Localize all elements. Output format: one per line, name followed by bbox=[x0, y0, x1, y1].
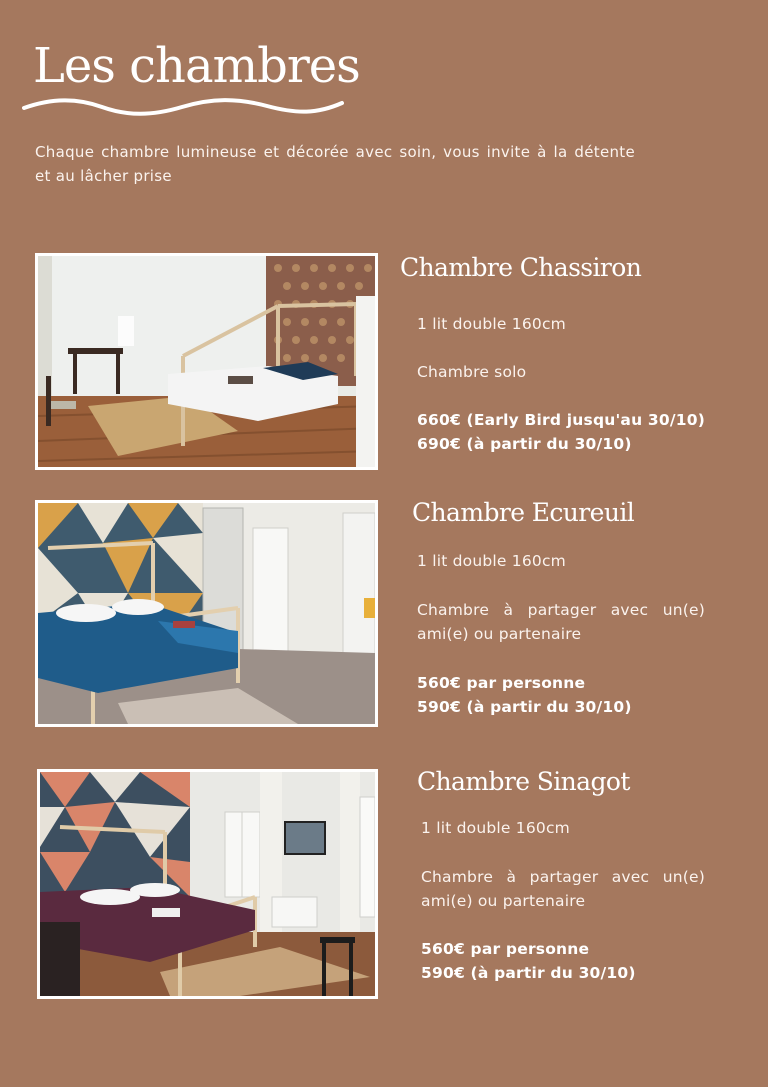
room-bed-ecureuil: 1 lit double 160cm bbox=[417, 552, 566, 570]
room-description-ecureuil: Chambre à partager avec un(e) ami(e) ou partenaire bbox=[417, 601, 705, 643]
intro-text: Chaque chambre lumineuse et décorée avec soin, vous invite à la détente et au lâcher prise bbox=[35, 143, 635, 185]
page-title: Les chambres bbox=[33, 38, 360, 94]
room-price-late-ecureuil: 590€ (à partir du 30/10) bbox=[417, 698, 632, 716]
room-title-sinagot: Chambre Sinagot bbox=[417, 767, 630, 796]
room-price-late-sinagot: 590€ (à partir du 30/10) bbox=[421, 964, 636, 982]
room-title-chassiron: Chambre Chassiron bbox=[400, 253, 642, 282]
room-description-chassiron: Chambre solo bbox=[417, 363, 527, 381]
room-price-per-person-ecureuil: 560€ par personne bbox=[417, 674, 586, 692]
wave-underline-decoration bbox=[22, 96, 344, 118]
room-photo-sinagot bbox=[37, 769, 378, 999]
room-price-per-person-sinagot: 560€ par personne bbox=[421, 940, 590, 958]
room-title-ecureuil: Chambre Ecureuil bbox=[412, 498, 635, 527]
room-photo-ecureuil bbox=[35, 500, 378, 727]
room-bed-chassiron: 1 lit double 160cm bbox=[417, 315, 566, 333]
room-price-late-chassiron: 690€ (à partir du 30/10) bbox=[417, 435, 632, 453]
room-description-sinagot: Chambre à partager avec un(e) ami(e) ou partenaire bbox=[421, 868, 705, 910]
room-bed-sinagot: 1 lit double 160cm bbox=[421, 819, 570, 837]
room-price-early-chassiron: 660€ (Early Bird jusqu'au 30/10) bbox=[417, 411, 706, 429]
room-photo-chassiron bbox=[35, 253, 378, 470]
